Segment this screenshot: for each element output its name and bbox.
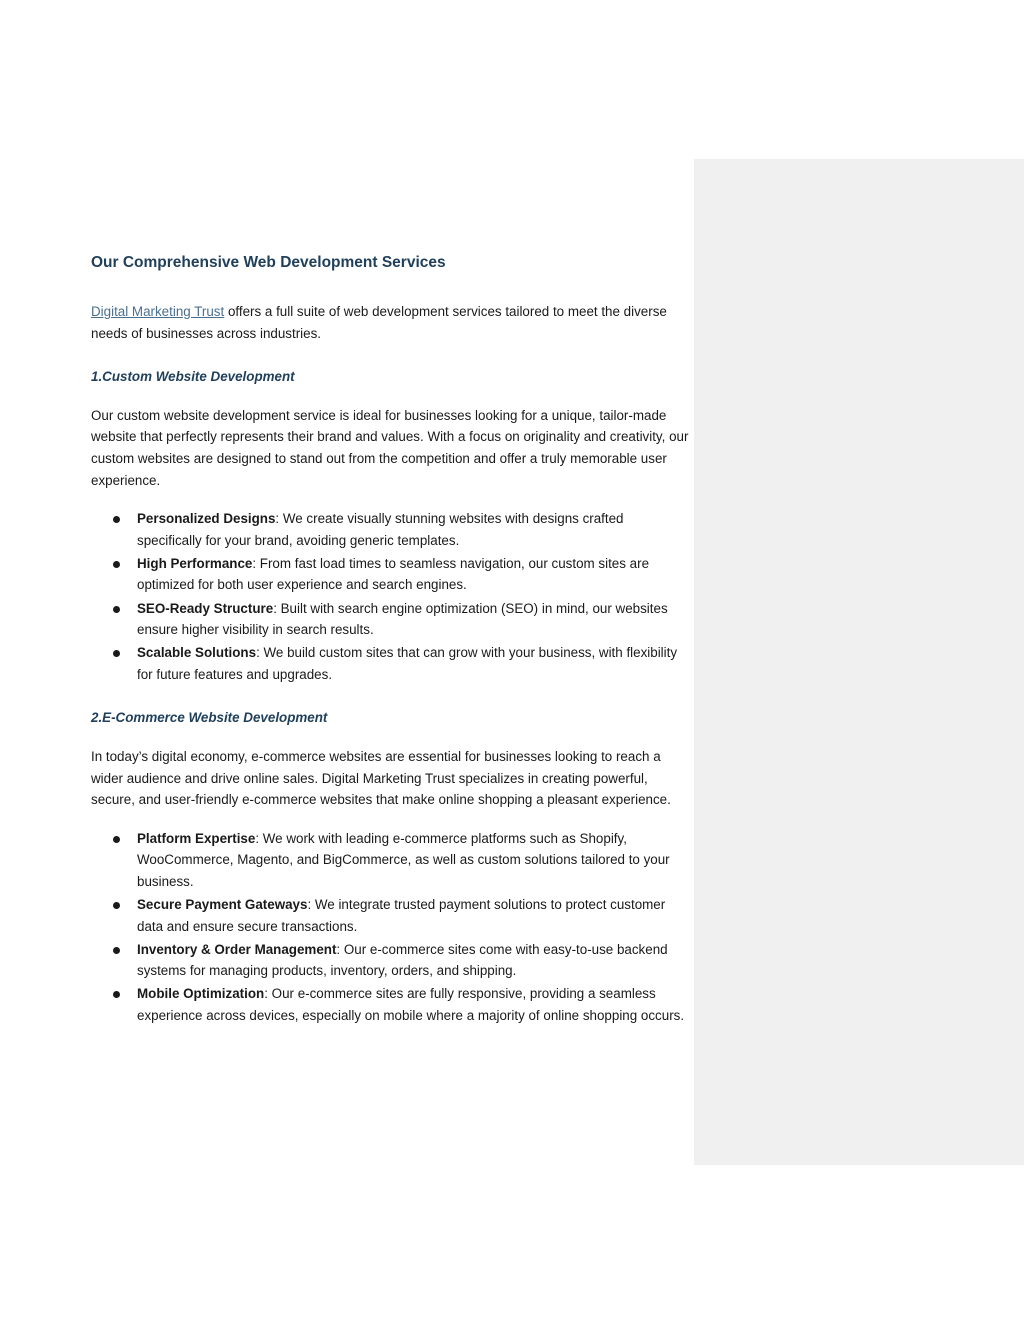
bullet-term: Platform Expertise bbox=[137, 830, 256, 846]
list-item bbox=[137, 642, 691, 685]
bullet-term: High Performance bbox=[137, 555, 253, 571]
list-item bbox=[137, 939, 691, 982]
intro-text: offers a full suite of web development services tailored to meet the diverse needs of businesses across industries. bbox=[91, 304, 667, 341]
bullet-term: Secure Payment Gateways bbox=[137, 897, 308, 913]
bullet-icon bbox=[113, 947, 120, 954]
list-item bbox=[137, 553, 691, 596]
bullet-list-ecommerce-website bbox=[91, 828, 691, 1027]
bullet-term: SEO-Ready Structure bbox=[137, 600, 274, 616]
bullet-text: : Our e-commerce sites are fully responsive, providing a seamless experience across devices, especially on mobile where a majority of online shopping occurs. bbox=[137, 986, 685, 1024]
document-page bbox=[91, 250, 691, 1028]
list-item bbox=[137, 983, 691, 1026]
bullet-text: : We create visually stunning websites with designs crafted specifically for your brand, avoiding generic templates. bbox=[137, 511, 624, 548]
bullet-icon bbox=[113, 650, 120, 657]
intro-paragraph bbox=[91, 301, 691, 344]
bullet-text: : We integrate trusted payment solutions to protect customer data and ensure secure transactions. bbox=[137, 897, 666, 934]
document-title: Our Comprehensive Web Development Services bbox=[91, 254, 446, 271]
bullet-icon bbox=[113, 991, 120, 998]
list-item bbox=[137, 828, 691, 893]
bullet-icon bbox=[113, 836, 120, 843]
bullet-icon bbox=[113, 561, 120, 568]
bullet-term: Personalized Designs bbox=[137, 511, 276, 527]
bullet-icon bbox=[113, 902, 120, 909]
list-item bbox=[137, 508, 691, 551]
bullet-icon bbox=[113, 516, 120, 523]
bullet-text: : We work with leading e-commerce platforms such as Shopify, WooCommerce, Magento, and BigCommerce, as well as custom solutions tailored to your business. bbox=[137, 830, 670, 889]
section-body-custom-website: Our custom website development service is ideal for businesses looking for a unique, tailor-made website that perfectly represents their brand and values. With a focus on originality and creativity, our custom websites are designed to stand out from the competition and offer a truly memorable user experience. bbox=[91, 407, 689, 488]
list-item bbox=[137, 598, 691, 641]
bullet-term: Scalable Solutions bbox=[137, 645, 257, 661]
digital-marketing-trust-link[interactable]: Digital Marketing Trust bbox=[91, 304, 225, 319]
bullet-term: Inventory & Order Management bbox=[137, 941, 337, 957]
section-body-ecommerce-website: In today’s digital economy, e-commerce websites are essential for businesses looking to reach a wider audience and drive online sales. Digital Marketing Trust specializes in creating powerful, secure, and user-friendly e-commerce websites that make online shopping a pleasant experience. bbox=[91, 749, 671, 808]
comment-margin-pane bbox=[694, 159, 1024, 1165]
bullet-term: Mobile Optimization bbox=[137, 986, 265, 1002]
bullet-icon bbox=[113, 606, 120, 613]
section-heading-custom-website: 1.Custom Website Development bbox=[91, 369, 295, 385]
bullet-text: : Our e-commerce sites come with easy-to-use backend systems for managing products, inventory, orders, and shipping. bbox=[137, 941, 668, 979]
bullet-text: : We build custom sites that can grow with your business, with flexibility for future features and upgrades. bbox=[137, 645, 678, 682]
bullet-list-custom-website bbox=[91, 508, 691, 685]
bullet-text: : From fast load times to seamless navigation, our custom sites are optimized for both user experience and search engines. bbox=[137, 555, 650, 593]
bullet-text: : Built with search engine optimization (SEO) in mind, our websites ensure higher visibility in search results. bbox=[137, 600, 668, 638]
section-heading-ecommerce-website: 2.E-Commerce Website Development bbox=[91, 710, 328, 726]
list-item bbox=[137, 894, 691, 937]
